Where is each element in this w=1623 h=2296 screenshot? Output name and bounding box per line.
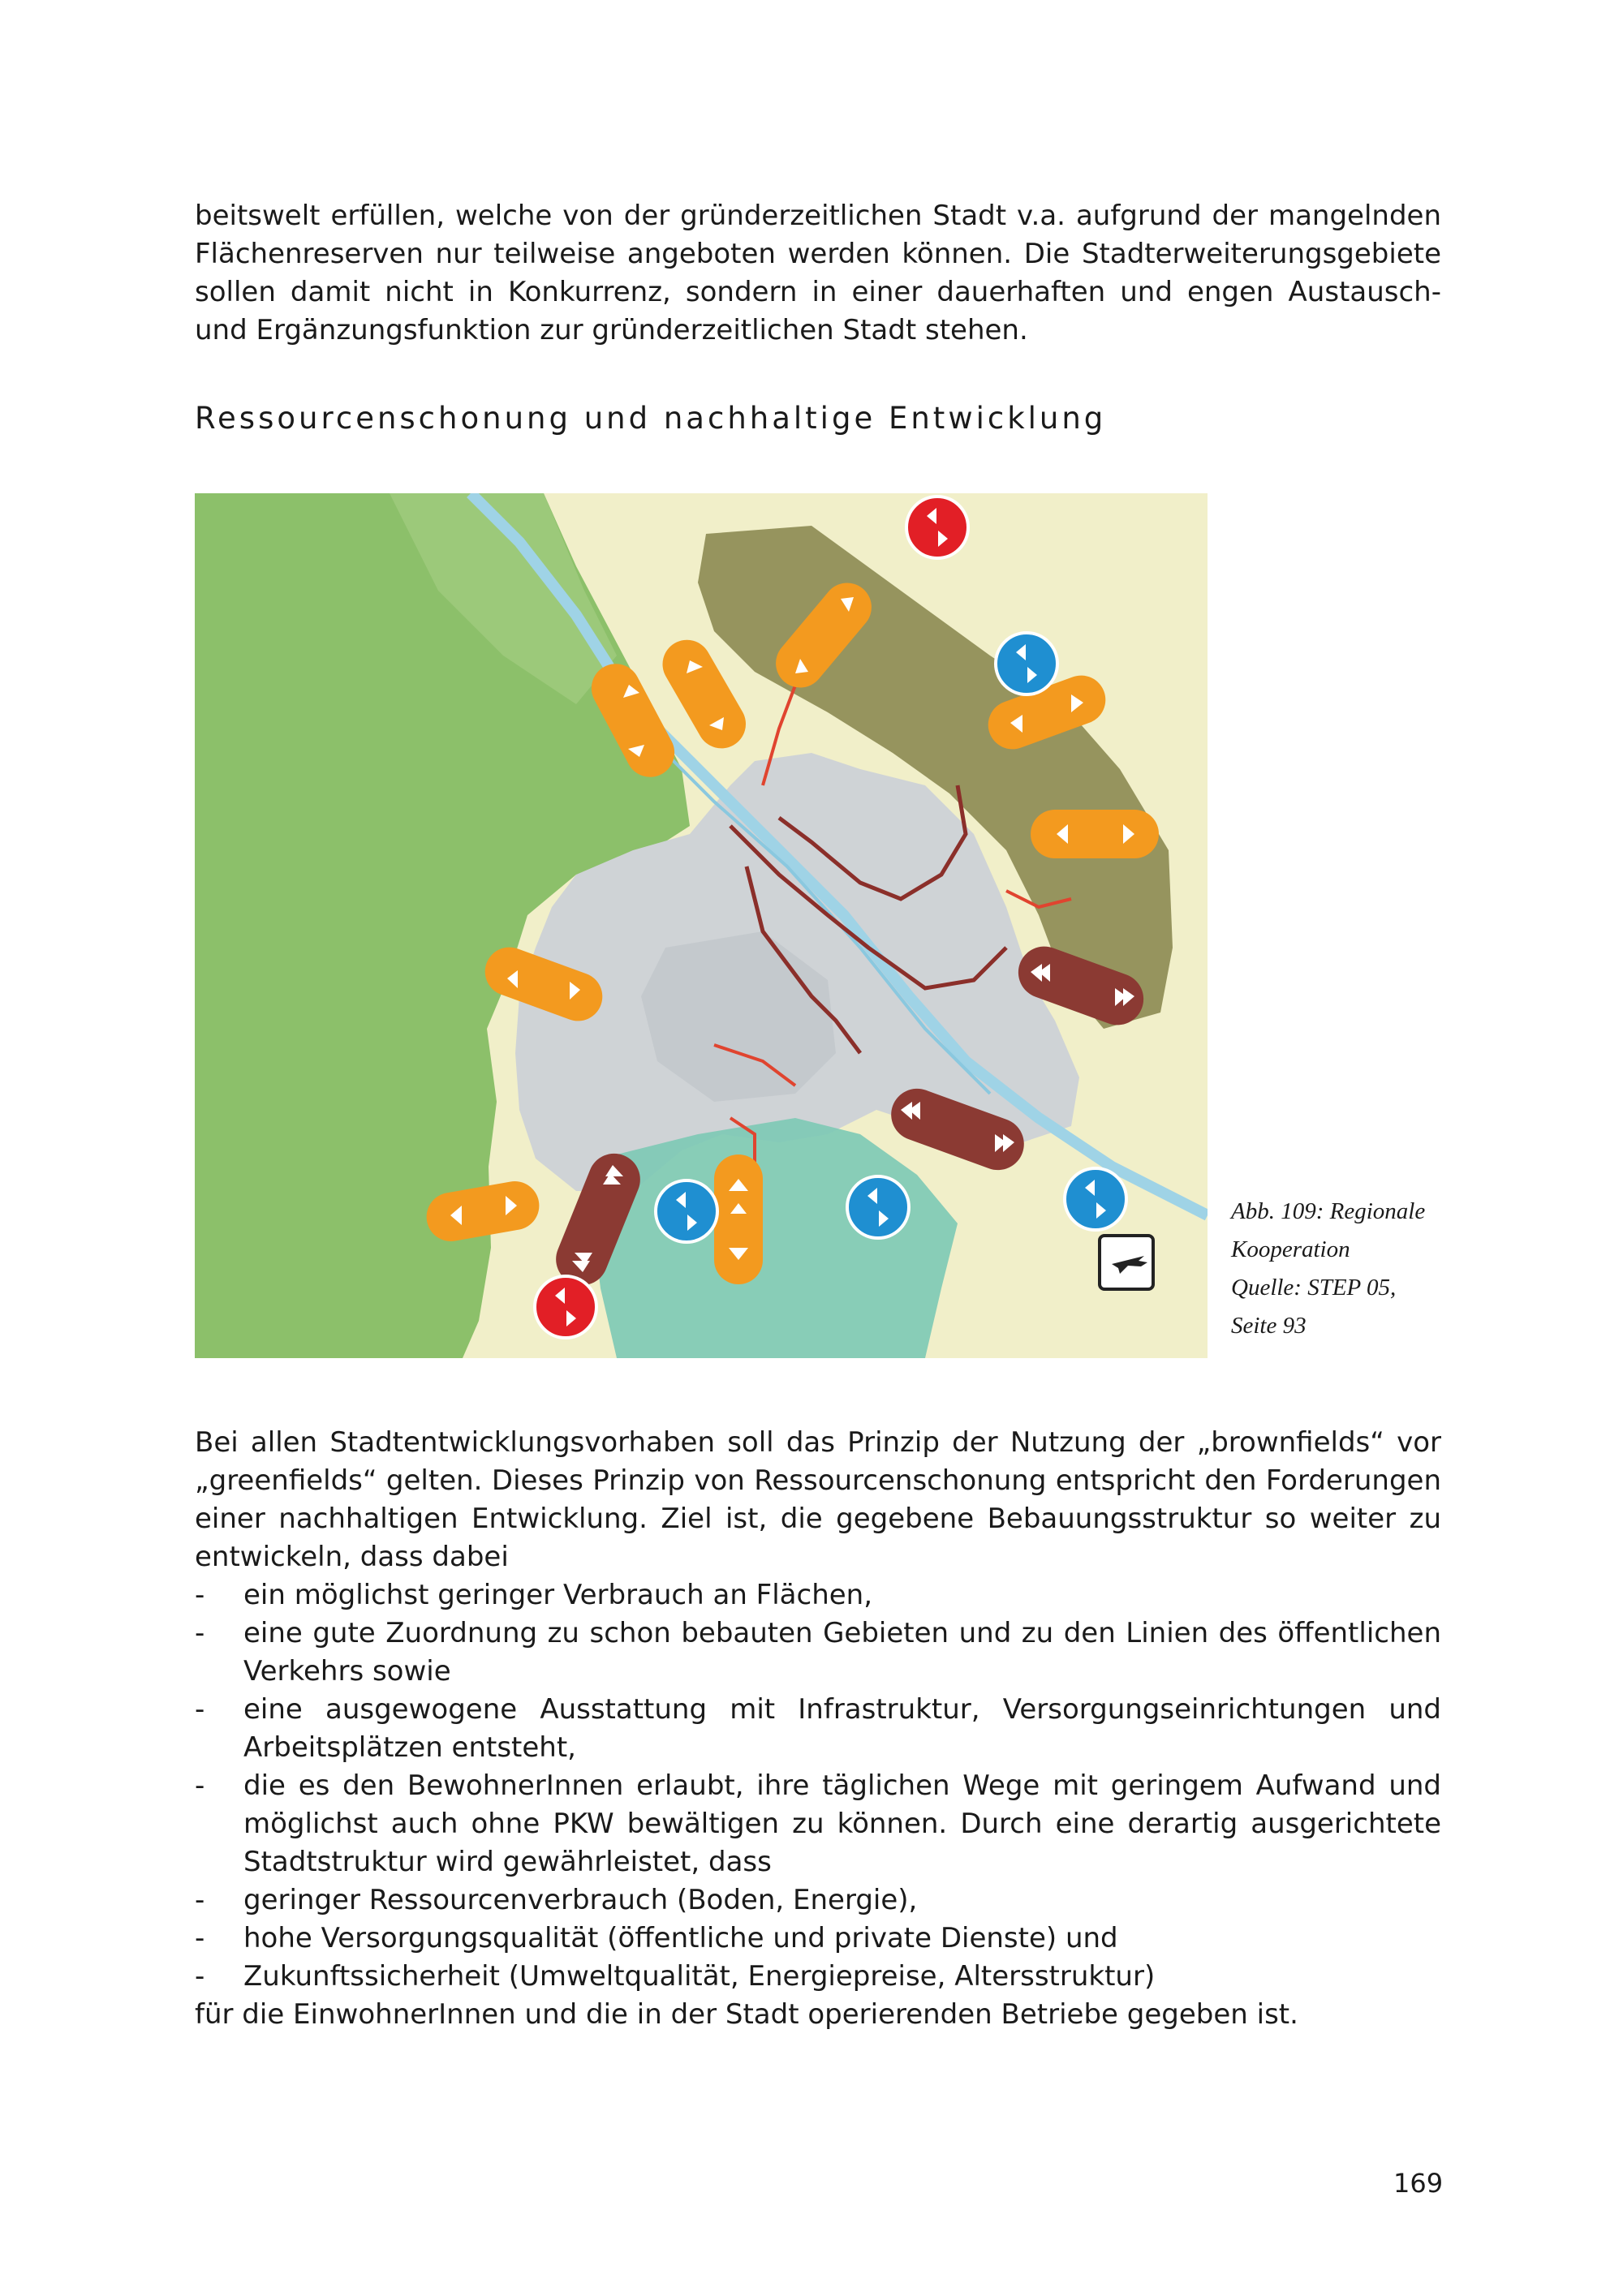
airport-icon	[1100, 1236, 1153, 1289]
list-item-text: die es den BewohnerInnen erlaubt, ihre täglichen Wege mit geringem Aufwand und möglichst auch ohne PKW bewältigen zu können. Durch eine derartig ausgerichtete Stadtstruktur wird gewährleistet, dass	[243, 1769, 1441, 1878]
list-item-text: Zukunftssicherheit (Umweltqualität, Energiepreise, Altersstruktur)	[243, 1960, 1156, 1993]
text-line: beitswelt erfüllen, welche von der gründerzeitlichen Stadt v.a. aufgrund der mangelnden	[195, 200, 1441, 232]
figure-caption	[1231, 1193, 1434, 1345]
list-item	[195, 1881, 1441, 1920]
text-line: Bei allen Stadtentwicklungsvorhaben soll das Prinzip der Nutzung der „brownfields“ vor	[195, 1426, 1441, 1459]
blue-circle-marker	[656, 1180, 717, 1242]
top-paragraph	[195, 197, 1441, 350]
list-item-text: eine gute Zuordnung zu schon bebauten Gebieten und zu den Linien des öffentlichen Verkehrs sowie	[243, 1617, 1441, 1688]
text-line: und Ergänzungsfunktion zur gründerzeitlichen Stadt stehen.	[195, 314, 1028, 346]
page-number: 169	[1393, 2168, 1444, 2199]
list-dash: -	[195, 1693, 205, 1726]
text-line: „greenfields“ gelten. Dieses Prinzip von Ressourcenschonung entspricht den Forderungen	[195, 1464, 1441, 1497]
regional-cooperation-map	[195, 493, 1208, 1358]
section-heading: Ressourcenschonung und nachhaltige Entwicklung	[195, 401, 1107, 436]
red-circle-marker	[535, 1276, 596, 1338]
list-dash: -	[195, 1579, 205, 1611]
caption-line: Abb. 109: Regionale	[1231, 1198, 1426, 1224]
text-line: Flächenreserven nur teilweise angeboten werden können. Die Stadterweiterungsgebiete	[195, 238, 1441, 270]
body-paragraph	[195, 1424, 1441, 1576]
orange-pill-marker	[1031, 810, 1159, 858]
blue-circle-marker	[1065, 1168, 1126, 1230]
list-item-text: geringer Ressourcenverbrauch (Boden, Energie),	[243, 1884, 918, 1916]
list-dash: -	[195, 1617, 205, 1649]
orange-pill-marker	[714, 1154, 763, 1284]
list-dash: -	[195, 1769, 205, 1802]
caption-line: Kooperation	[1231, 1236, 1350, 1262]
list-item	[195, 1920, 1441, 1958]
list-item	[195, 1576, 1441, 1615]
text-line: sollen damit nicht in Konkurrenz, sondern in einer dauerhaften und engen Austausch-	[195, 276, 1441, 308]
list-item	[195, 1958, 1441, 1996]
list-item-text: hohe Versorgungsqualität (öffentliche und private Dienste) und	[243, 1922, 1118, 1954]
list-item	[195, 1691, 1441, 1767]
list-item-text: eine ausgewogene Ausstattung mit Infrastruktur, Versorgungseinrichtungen und Arbeitsplätzen entsteht,	[243, 1693, 1441, 1764]
text-line: einer nachhaltigen Entwicklung. Ziel ist, die gegebene Bebauungsstruktur so weiter zu	[195, 1503, 1441, 1535]
blue-circle-marker	[847, 1176, 909, 1238]
blue-circle-marker	[996, 633, 1057, 694]
caption-line: Seite 93	[1231, 1313, 1307, 1339]
red-circle-marker	[906, 497, 968, 558]
text-line: entwickeln, dass dabei	[195, 1541, 509, 1573]
list-dash: -	[195, 1884, 205, 1916]
closing-line: für die EinwohnerInnen und die in der Stadt operierenden Betriebe gegeben ist.	[195, 1998, 1298, 2031]
list-item	[195, 1615, 1441, 1691]
list-item	[195, 1767, 1441, 1881]
caption-line: Quelle: STEP 05,	[1231, 1275, 1397, 1301]
list-dash: -	[195, 1922, 205, 1954]
bullet-list	[195, 1576, 1441, 2034]
list-item-text: ein möglichst geringer Verbrauch an Flächen,	[243, 1579, 873, 1611]
list-dash: -	[195, 1960, 205, 1993]
